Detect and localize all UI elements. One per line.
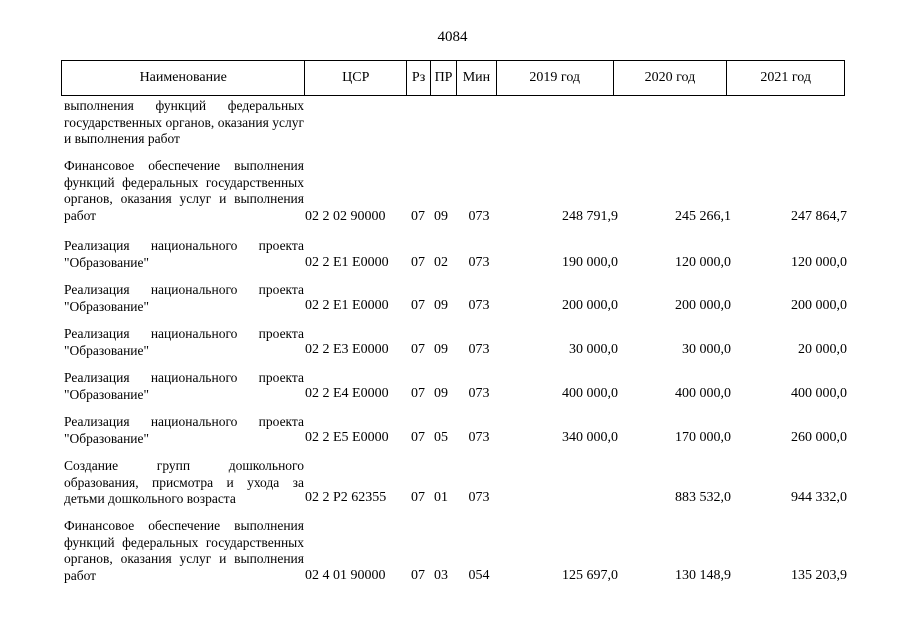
row-2021: 120 000,0 (791, 255, 847, 270)
row-2019: 248 791,9 (562, 209, 618, 224)
row-rz: 07 (411, 490, 425, 505)
row-name: Реализация национального проекта "Образование" (64, 326, 304, 358)
row-2021: 135 203,9 (791, 568, 847, 583)
row-csr: 02 2 E3 E0000 (305, 342, 389, 357)
row-2020: 400 000,0 (675, 386, 731, 401)
row-2019: 200 000,0 (562, 298, 618, 313)
row-2019: 125 697,0 (562, 568, 618, 583)
row-csr: 02 2 P2 62355 (305, 490, 387, 505)
row-pr: 09 (434, 342, 448, 357)
page-number: 4084 (437, 29, 468, 45)
row-2019: 340 000,0 (562, 430, 618, 445)
row-rz: 07 (411, 209, 425, 224)
row-rz: 07 (411, 342, 425, 357)
row-pr: 01 (434, 490, 448, 505)
row-2021: 247 864,7 (791, 209, 847, 224)
row-2020: 245 266,1 (675, 209, 731, 224)
row-rz: 07 (411, 568, 425, 583)
header-name: Наименование (62, 61, 305, 95)
row-rz: 07 (411, 298, 425, 313)
header-2019: 2019 год (497, 61, 614, 95)
row-2019: 190 000,0 (562, 255, 618, 270)
header-2021: 2021 год (760, 70, 811, 85)
row-csr: 02 2 E1 E0000 (305, 298, 389, 313)
row-pr: 09 (434, 298, 448, 313)
row-min: 073 (468, 298, 490, 313)
row-name: Финансовое обеспечение выполнения функций федеральных государственных органов, оказания услуг и выполнения работ (64, 158, 304, 223)
row-2020: 200 000,0 (675, 298, 731, 313)
row-2020: 30 000,0 (682, 342, 731, 357)
row-min: 054 (468, 568, 490, 583)
header-2020: 2020 год (614, 61, 728, 95)
row-csr: 02 2 02 90000 (305, 209, 386, 224)
row-min: 073 (468, 490, 490, 505)
row-rz: 07 (411, 430, 425, 445)
row-pr: 02 (434, 255, 448, 270)
row-pr: 03 (434, 568, 448, 583)
header-rz: Рз (407, 61, 431, 95)
row-2021: 400 000,0 (791, 386, 847, 401)
row-2021: 200 000,0 (791, 298, 847, 313)
header-min: Мин (457, 61, 497, 95)
row-pr: 09 (434, 386, 448, 401)
row-2021: 260 000,0 (791, 430, 847, 445)
row-name: выполнения функций федеральных государственных органов, оказания услуг и выполнения работ (64, 98, 304, 146)
row-min: 073 (468, 430, 490, 445)
row-rz: 07 (411, 255, 425, 270)
row-name: Создание групп дошкольного образования, присмотра и ухода за детьми дошкольного возраста (64, 458, 304, 506)
row-2020: 130 148,9 (675, 568, 731, 583)
row-name: Реализация национального проекта "Образование" (64, 282, 304, 314)
row-pr: 09 (434, 209, 448, 224)
row-pr: 05 (434, 430, 448, 445)
row-2020: 883 532,0 (675, 490, 731, 505)
row-name: Реализация национального проекта "Образование" (64, 414, 304, 446)
row-name: Реализация национального проекта "Образование" (64, 238, 304, 270)
row-csr: 02 2 E4 E0000 (305, 386, 389, 401)
row-min: 073 (468, 255, 490, 270)
row-2019: 30 000,0 (569, 342, 618, 357)
row-2021: 944 332,0 (791, 490, 847, 505)
row-csr: 02 4 01 90000 (305, 568, 386, 583)
row-csr: 02 2 E5 E0000 (305, 430, 389, 445)
row-2020: 170 000,0 (675, 430, 731, 445)
row-rz: 07 (411, 386, 425, 401)
header-csr: ЦСР (305, 61, 407, 95)
row-name: Финансовое обеспечение выполнения функций федеральных государственных органов, оказания услуг и выполнения работ (64, 518, 304, 583)
row-min: 073 (468, 342, 490, 357)
row-name: Реализация национального проекта "Образование" (64, 370, 304, 402)
row-csr: 02 2 E1 E0000 (305, 255, 389, 270)
row-min: 073 (468, 386, 490, 401)
header-pr: ПР (431, 61, 457, 95)
row-min: 073 (468, 209, 490, 224)
row-2020: 120 000,0 (675, 255, 731, 270)
row-2021: 20 000,0 (798, 342, 847, 357)
row-2019: 400 000,0 (562, 386, 618, 401)
